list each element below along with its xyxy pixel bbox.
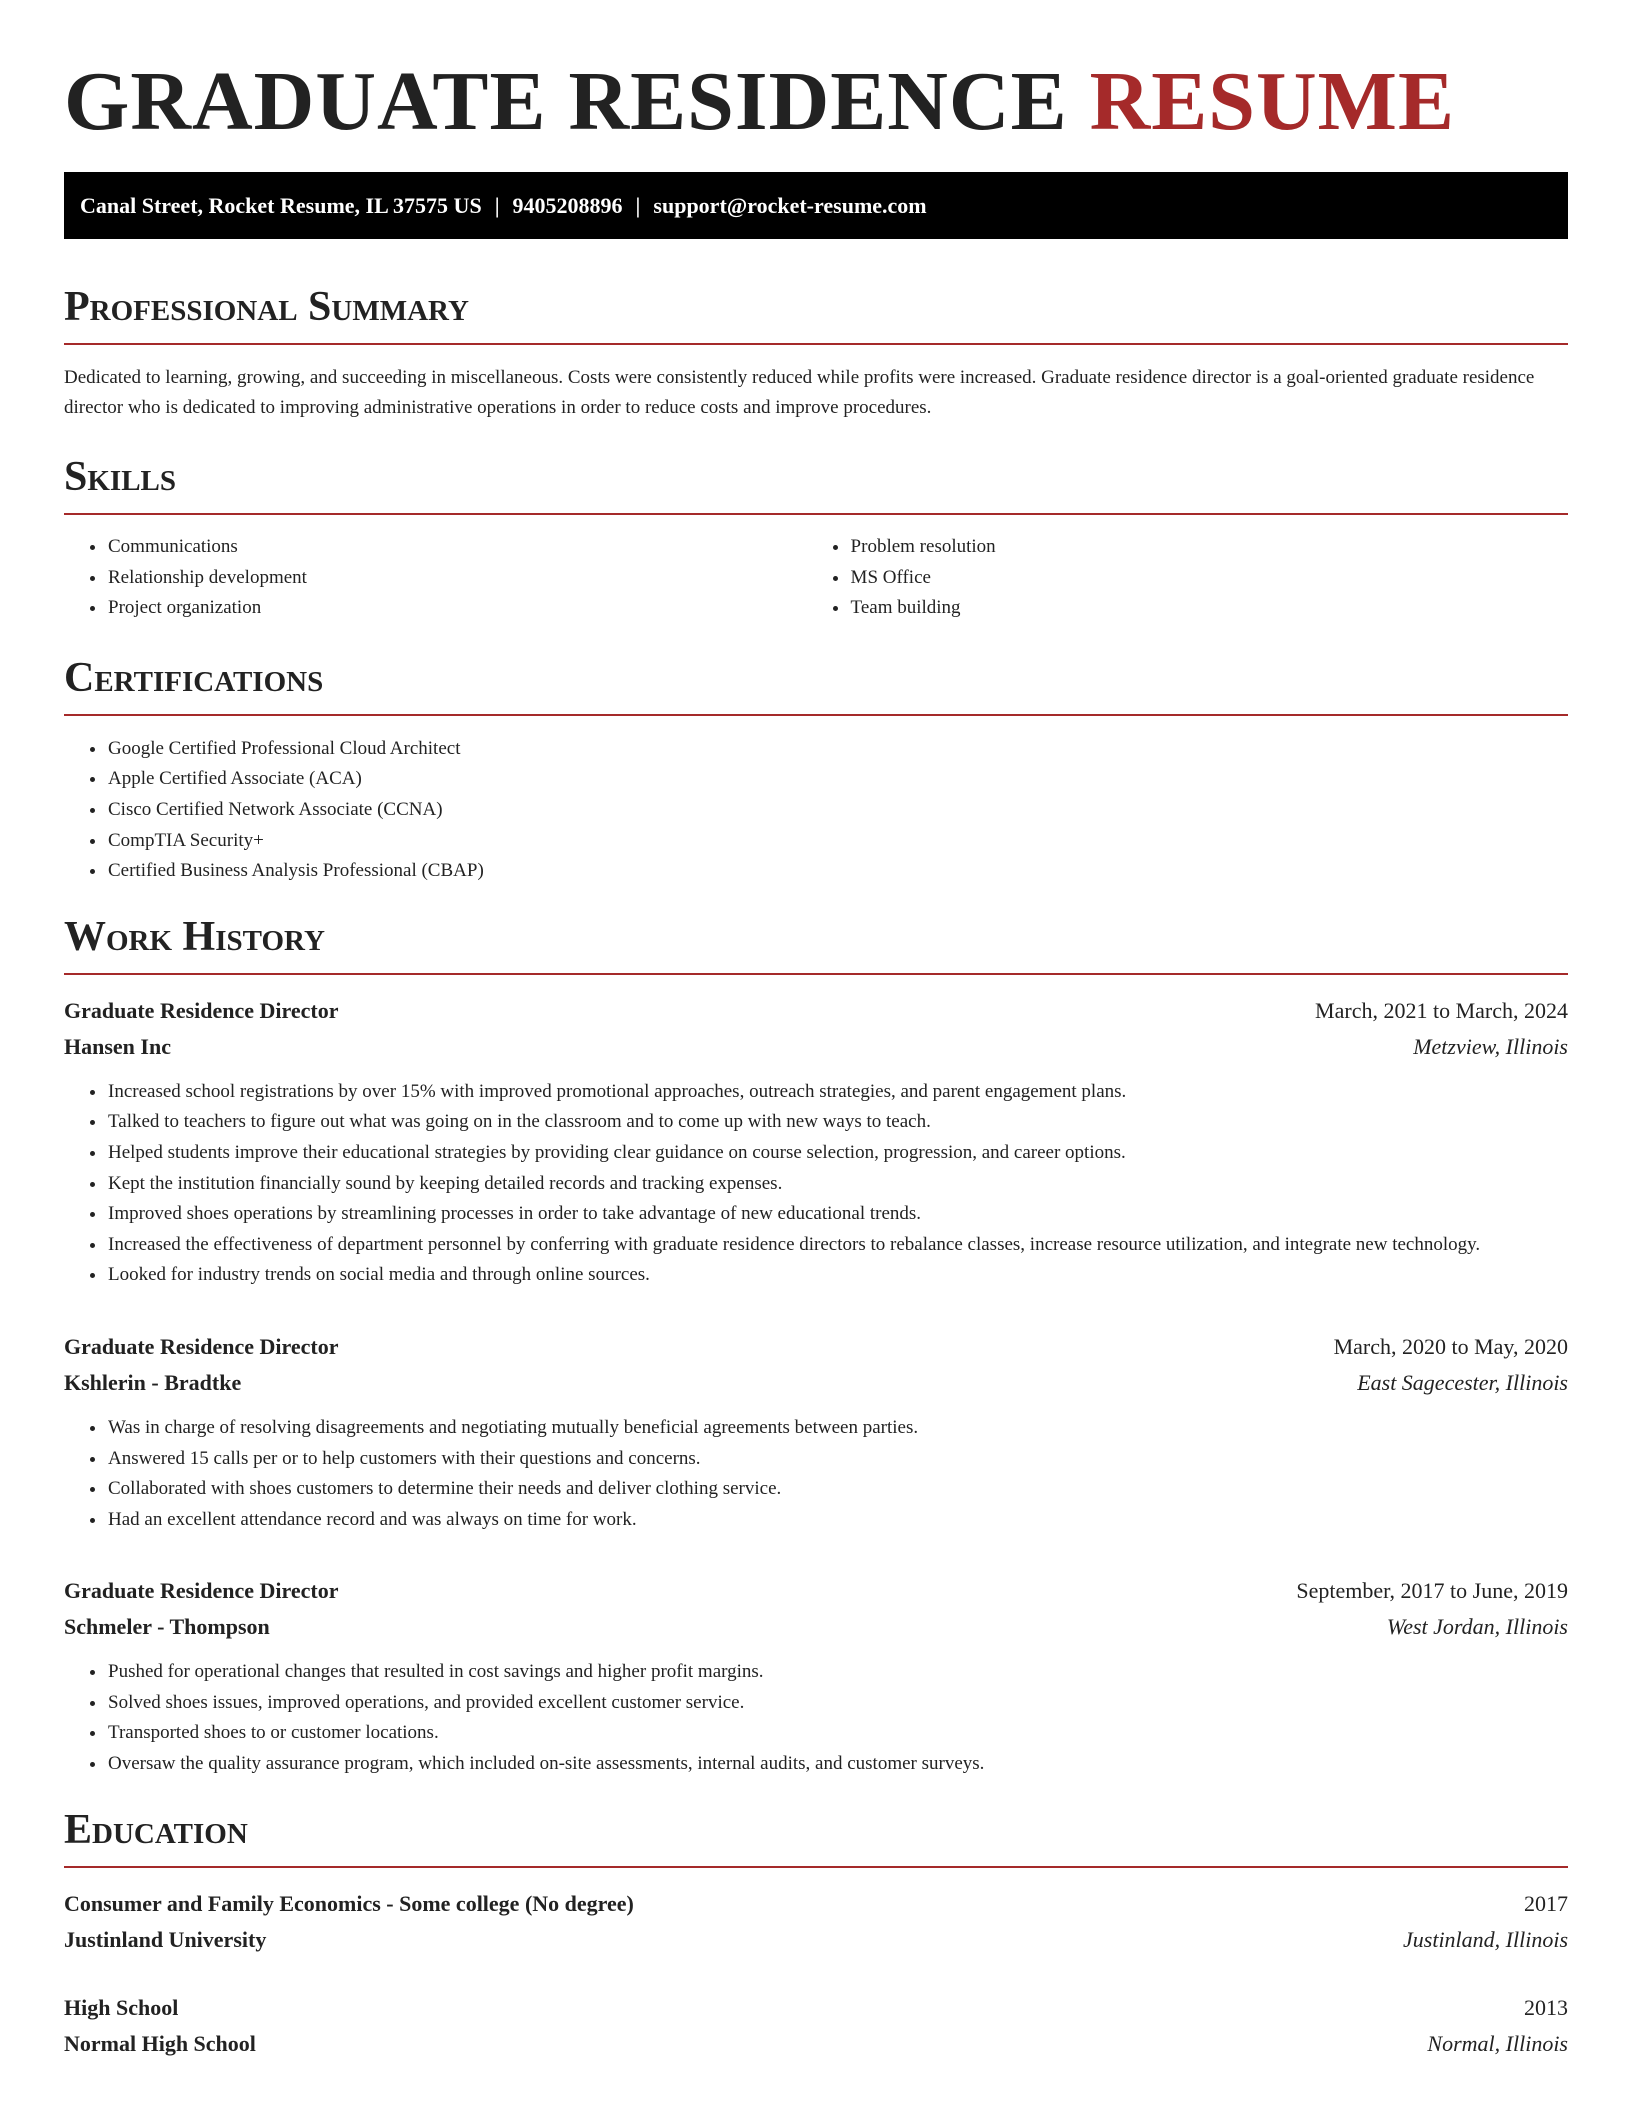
certifications-list: [64, 734, 1568, 887]
job-bullet: • Transported shoes to or customer locations.: [107, 1718, 1568, 1749]
skill-item: • Problem resolution: [850, 532, 1568, 563]
education-location: Normal, Illinois: [1427, 2030, 1568, 2056]
skill-item: • Communications: [107, 532, 807, 563]
job-bullet: • Increased school registrations by over 15% with improved promotional approaches, outreach strategies, and parent engagement plans.: [107, 1077, 1568, 1108]
contact-email: support@rocket-resume.com: [653, 193, 927, 218]
job-bullets: [64, 1077, 1568, 1291]
job-role: Graduate Residence Director: [64, 1333, 339, 1359]
job-company: Hansen Inc: [64, 1033, 171, 1059]
job-bullet: • Improved shoes operations by streamlining processes in order to take advantage of new educational trends.: [107, 1199, 1568, 1230]
job-entry: [64, 993, 1568, 1291]
contact-separator: |: [635, 193, 641, 218]
certifications-section: [64, 654, 1568, 887]
job-header-row: [64, 1329, 1568, 1365]
skills-list-right: [807, 532, 1568, 624]
education-entry: [64, 1886, 1568, 1958]
certification-item: • CompTIA Security+: [107, 826, 1568, 857]
job-bullet: • Kept the institution financially sound by keeping detailed records and tracking expenses.: [107, 1169, 1568, 1200]
education-section: [64, 1806, 1568, 2062]
education-location: Justinland, Illinois: [1403, 1926, 1568, 1952]
education-degree: High School: [64, 1994, 179, 2020]
job-entry: [64, 1329, 1568, 1535]
certification-item: • Google Certified Professional Cloud Architect: [107, 734, 1568, 765]
skills-section: [64, 453, 1568, 624]
resume-title-accent: RESUME: [1089, 55, 1455, 148]
skills-list-left: [64, 532, 807, 624]
job-bullet: • Helped students improve their educational strategies by providing clear guidance on course selection, progression, and career options.: [107, 1138, 1568, 1169]
education-year: 2017: [1524, 1890, 1568, 1916]
education-school-row: [64, 1922, 1568, 1958]
job-header-row: [64, 1573, 1568, 1609]
job-company: Kshlerin - Bradtke: [64, 1369, 242, 1395]
job-entry: [64, 1573, 1568, 1779]
contact-phone: 9405208896: [512, 193, 623, 218]
work-history-heading: Work History: [64, 913, 1568, 975]
job-dates: March, 2021 to March, 2024: [1315, 997, 1568, 1023]
job-bullets: [64, 1413, 1568, 1535]
resume-title-main: GRADUATE RESIDENCE: [64, 55, 1068, 148]
contact-address: Canal Street, Rocket Resume, IL 37575 US: [80, 193, 482, 218]
job-bullet: • Was in charge of resolving disagreements and negotiating mutually beneficial agreements between parties.: [107, 1413, 1568, 1444]
job-role: Graduate Residence Director: [64, 1578, 339, 1604]
job-location: East Sagecester, Illinois: [1357, 1369, 1568, 1395]
skill-item: • Project organization: [107, 593, 807, 624]
job-bullets: [64, 1657, 1568, 1779]
summary-text: Dedicated to learning, growing, and succeeding in miscellaneous. Costs were consistently reduced while profits were increased. Graduate residence director is a goal-oriented graduate residence director who is dedicated to improving administrative operations in order to reduce costs and improve procedures.: [64, 367, 1535, 418]
job-header-row: [64, 993, 1568, 1029]
job-bullet: • Collaborated with shoes customers to determine their needs and deliver clothing service.: [107, 1474, 1568, 1505]
job-bullet: • Answered 15 calls per or to help customers with their questions and concerns.: [107, 1444, 1568, 1475]
job-bullet: • Pushed for operational changes that resulted in cost savings and higher profit margins.: [107, 1657, 1568, 1688]
certification-item: • Certified Business Analysis Professional (CBAP): [107, 856, 1568, 887]
job-bullet: • Talked to teachers to figure out what was going on in the classroom and to come up with new ways to teach.: [107, 1107, 1568, 1138]
certification-item: • Apple Certified Associate (ACA): [107, 764, 1568, 795]
education-school: Justinland University: [64, 1926, 267, 1952]
job-bullet: • Increased the effectiveness of department personnel by conferring with graduate residence directors to rebalance classes, increase resource utilization, and integrate new technology.: [107, 1230, 1568, 1261]
work-history-section: [64, 913, 1568, 1780]
skills-heading: Skills: [64, 453, 1568, 515]
job-bullet: • Looked for industry trends on social media and through online sources.: [107, 1260, 1568, 1291]
skill-item: • MS Office: [850, 563, 1568, 594]
summary-heading: Professional Summary: [64, 283, 1568, 345]
job-dates: September, 2017 to June, 2019: [1296, 1578, 1568, 1604]
certifications-heading: Certifications: [64, 654, 1568, 716]
job-company-row: [64, 1029, 1568, 1065]
education-heading: Education: [64, 1806, 1568, 1868]
summary-section: [64, 283, 1568, 423]
job-bullet: • Solved shoes issues, improved operations, and provided excellent customer service.: [107, 1688, 1568, 1719]
job-company-row: [64, 1609, 1568, 1645]
job-bullet: • Had an excellent attendance record and was always on time for work.: [107, 1505, 1568, 1536]
education-year: 2013: [1524, 1994, 1568, 2020]
education-header-row: [64, 1990, 1568, 2026]
job-role: Graduate Residence Director: [64, 997, 339, 1023]
job-dates: March, 2020 to May, 2020: [1333, 1333, 1568, 1359]
education-entry: [64, 1990, 1568, 2062]
skill-item: • Team building: [850, 593, 1568, 624]
certification-item: • Cisco Certified Network Associate (CCNA): [107, 795, 1568, 826]
skill-item: • Relationship development: [107, 563, 807, 594]
resume-title: [64, 55, 1568, 148]
contact-separator: |: [494, 193, 500, 218]
education-header-row: [64, 1886, 1568, 1922]
job-company-row: [64, 1365, 1568, 1401]
education-degree: Consumer and Family Economics - Some college (No degree): [64, 1890, 634, 1916]
job-bullet: • Oversaw the quality assurance program, which included on-site assessments, internal audits, and customer surveys.: [107, 1749, 1568, 1780]
skills-grid: [64, 532, 1568, 624]
contact-bar: [64, 172, 1568, 239]
job-company: Schmeler - Thompson: [64, 1614, 270, 1640]
job-location: Metzview, Illinois: [1413, 1033, 1568, 1059]
job-location: West Jordan, Illinois: [1386, 1614, 1568, 1640]
education-school-row: [64, 2026, 1568, 2062]
education-school: Normal High School: [64, 2030, 256, 2056]
